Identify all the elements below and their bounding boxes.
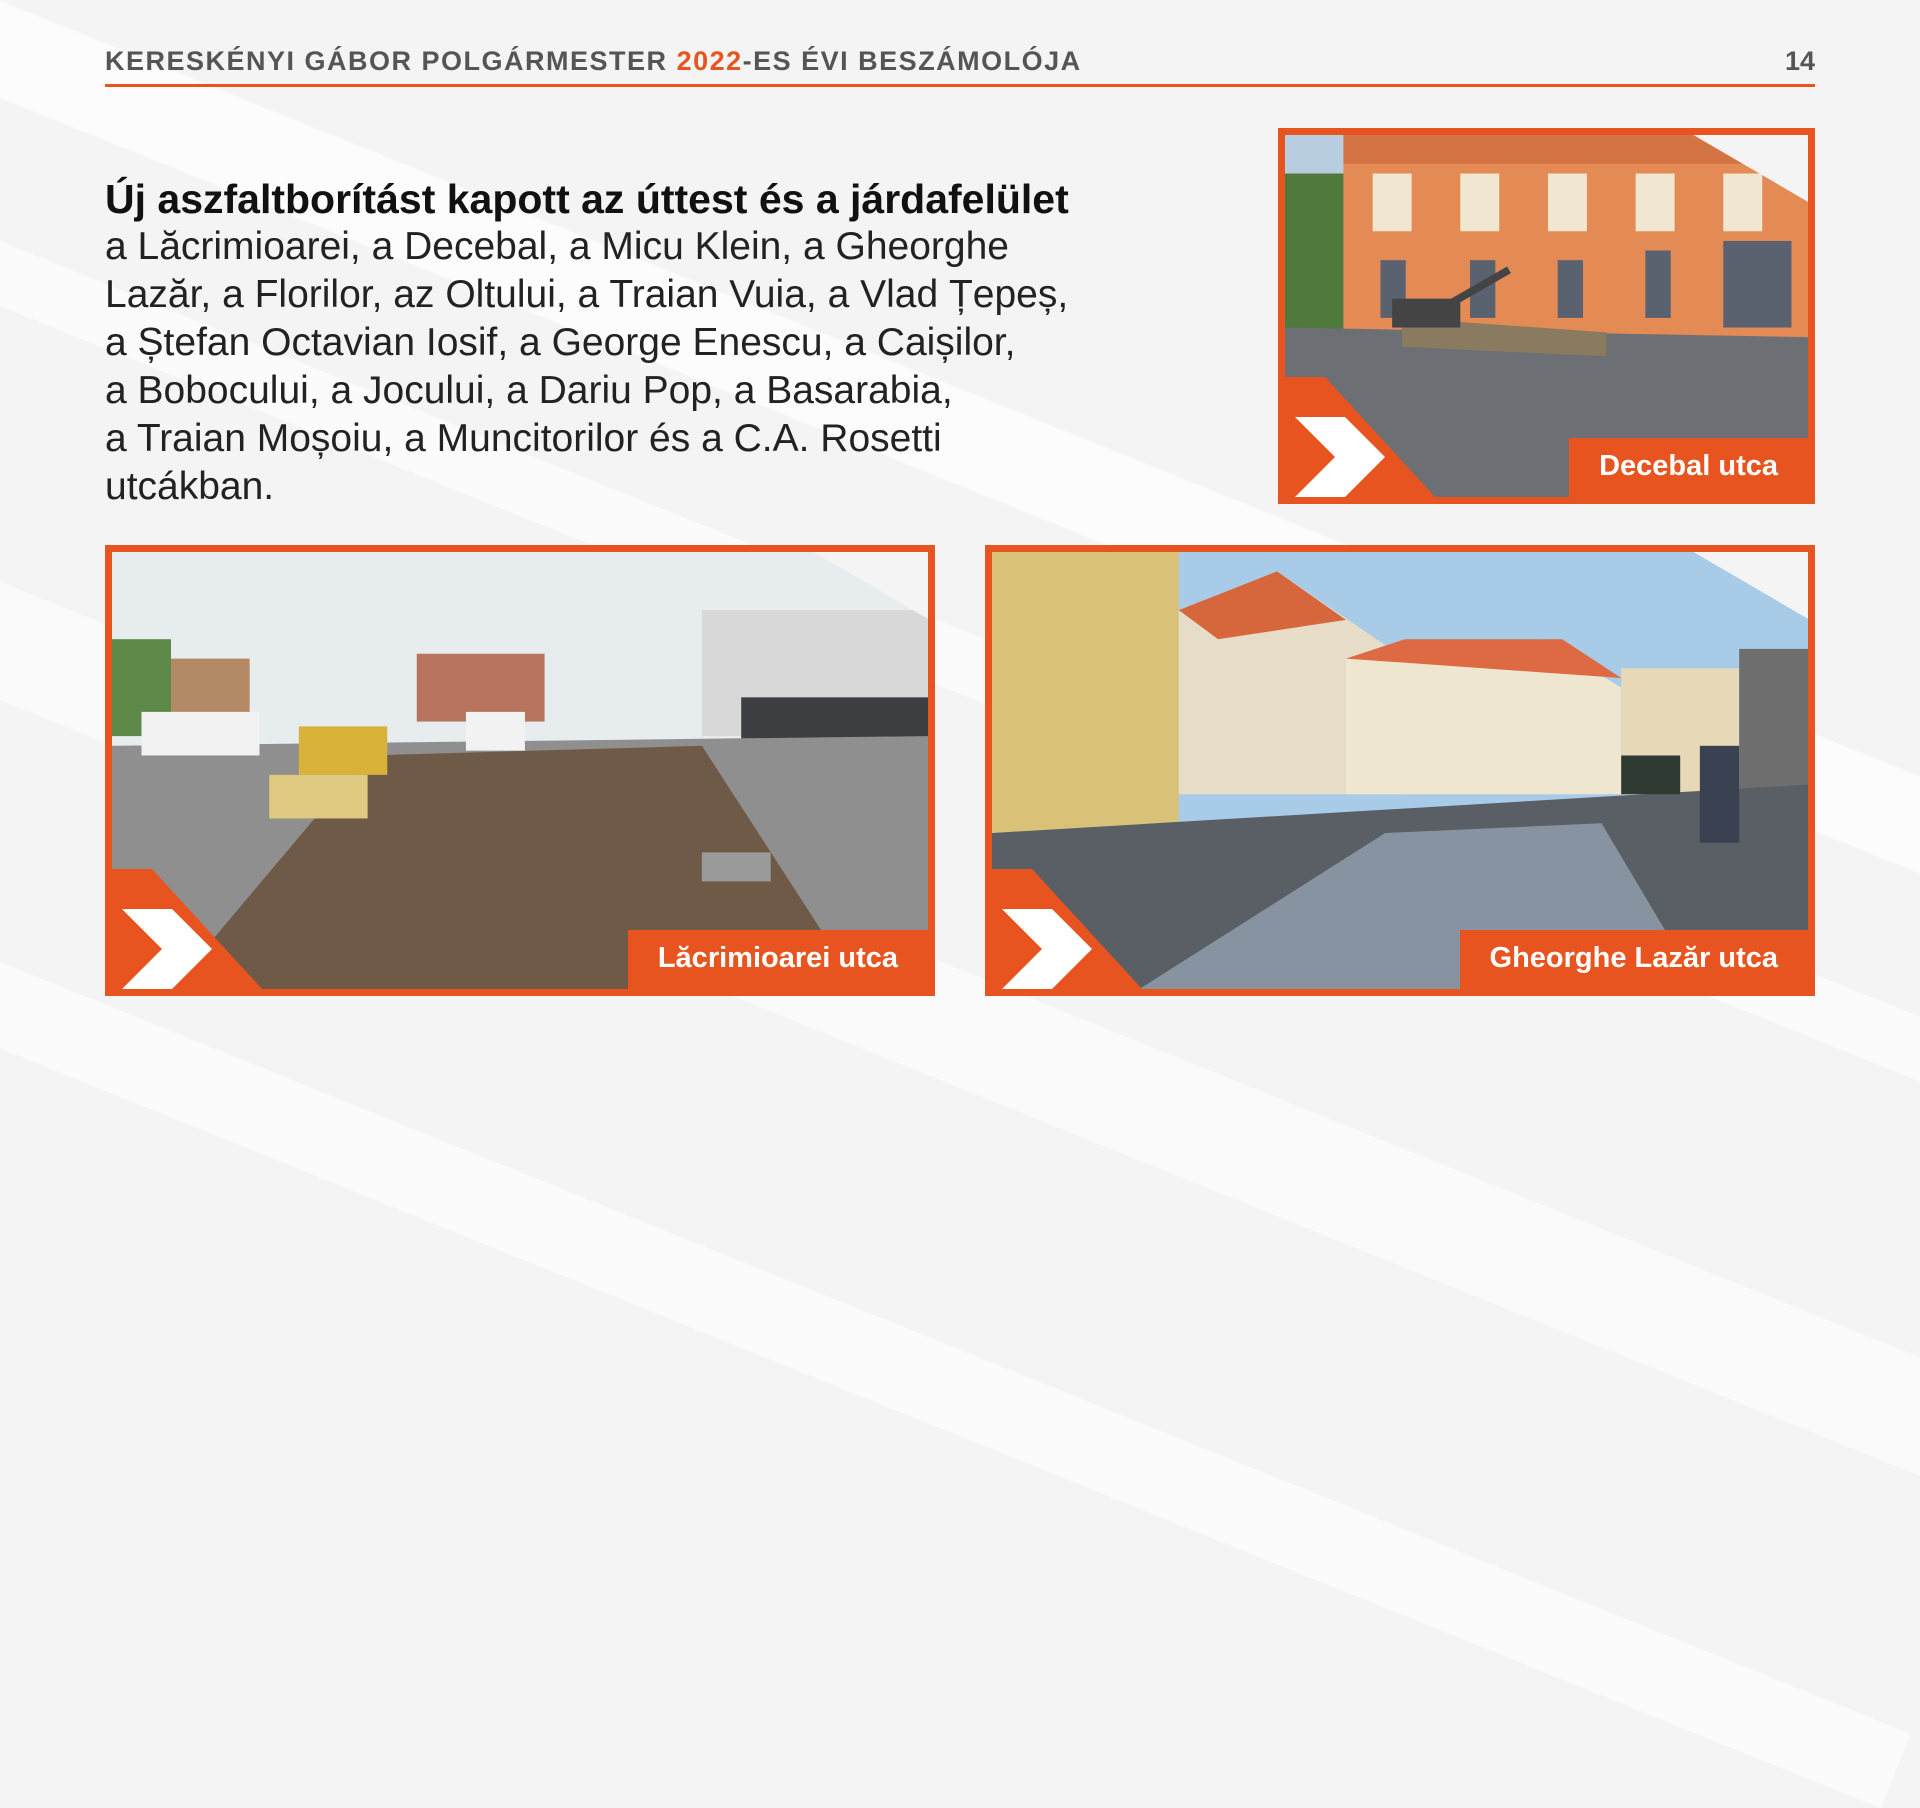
corner-decoration	[1690, 133, 1810, 203]
photo-decebal-street	[1278, 128, 1815, 504]
corner-decoration	[1690, 550, 1810, 620]
header-title	[105, 46, 1082, 77]
intro-line: utcákban.	[105, 465, 275, 508]
intro-line: a Lăcrimioarei, a Decebal, a Micu Klein, a Gheorghe	[105, 225, 1009, 268]
page-number: 14	[1784, 46, 1815, 76]
photo-caption: Decebal utca	[1569, 438, 1808, 497]
intro-line: a Traian Moșoiu, a Muncitorilor és a C.A. Rosetti	[105, 417, 942, 460]
intro-line: a Bobocului, a Jocului, a Dariu Pop, a Basarabia,	[105, 369, 953, 412]
photo-caption: Gheorghe Lazăr utca	[1460, 930, 1808, 989]
intro-body	[105, 223, 1215, 511]
photo-caption: Lăcrimioarei utca	[628, 930, 928, 989]
intro-line: Lazăr, a Florilor, az Oltului, a Traian Vuia, a Vlad Țepeș,	[105, 273, 1069, 316]
corner-decoration	[810, 550, 930, 620]
photo-lazar-street	[985, 545, 1815, 996]
header-title-year: 2022	[676, 46, 743, 76]
intro-line: a Ștefan Octavian Iosif, a George Enescu, a Caișilor,	[105, 321, 1016, 364]
chevron-icon	[992, 869, 1142, 989]
photo-lacrimioarei-street	[105, 545, 935, 996]
header-title-prefix: KERESKÉNYI GÁBOR POLGÁRMESTER	[105, 46, 677, 76]
chevron-icon	[112, 869, 262, 989]
header-title-suffix: -ES ÉVI BESZÁMOLÓJA	[742, 46, 1082, 76]
page-header	[105, 40, 1815, 87]
chevron-icon	[1285, 377, 1435, 497]
intro-text-block	[105, 175, 1215, 511]
intro-heading: Új aszfaltborítást kapott az úttest és a járdafelület	[105, 176, 1069, 222]
